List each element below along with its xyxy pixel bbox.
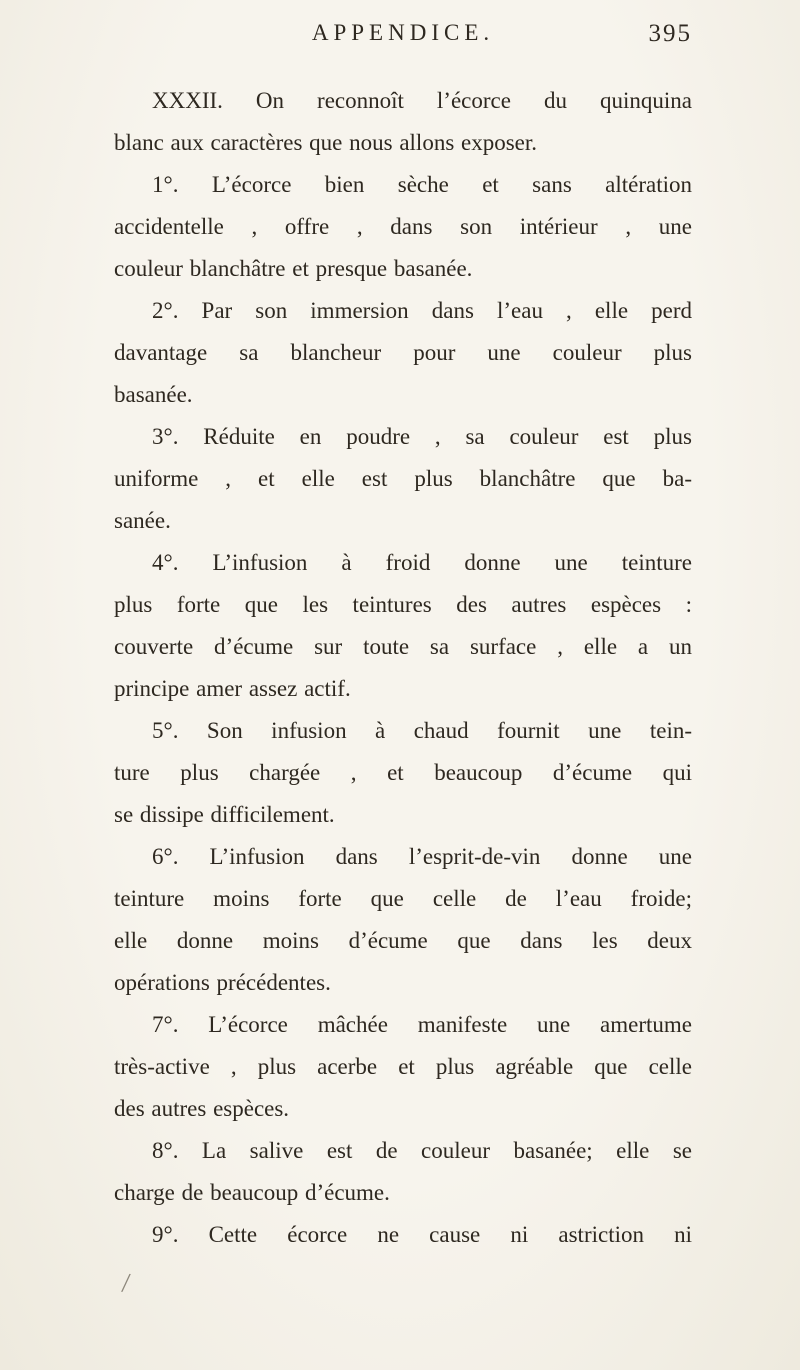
text-line: couleur blanchâtre et presque basanée. (114, 256, 473, 281)
text-line: davantage sa blancheur pour une couleur plus (114, 340, 692, 365)
body-text (114, 80, 692, 1256)
text-line: très-active , plus acerbe et plus agréable que celle (114, 1054, 692, 1079)
text-line: uniforme , et elle est plus blanchâtre que ba- (114, 466, 692, 491)
text-line: 9°. Cette écorce ne cause ni astriction ni (152, 1222, 692, 1247)
text-line: 6°. L’infusion dans l’esprit-de-vin donne une (152, 844, 692, 869)
text-line: 4°. L’infusion à froid donne une teinture (152, 550, 692, 575)
margin-pen-mark: / (120, 1267, 132, 1300)
text-line: 2°. Par son immersion dans l’eau , elle perd (152, 298, 692, 323)
text-line: 7°. L’écorce mâchée manifeste une amertume (152, 1012, 692, 1037)
text-line: opérations précédentes. (114, 970, 331, 995)
text-line: basanée. (114, 382, 193, 407)
page-number: 395 (648, 20, 692, 47)
text-line: principe amer assez actif. (114, 676, 351, 701)
text-line: plus forte que les teintures des autres espèces : (114, 592, 692, 617)
text-line: charge de beaucoup d’écume. (114, 1180, 390, 1205)
text-line: 5°. Son infusion à chaud fournit une tein- (152, 718, 692, 743)
text-line: sanée. (114, 508, 171, 533)
text-line: accidentelle , offre , dans son intérieur , une (114, 214, 692, 239)
text-line: XXXII. On reconnoît l’écorce du quinquina (152, 88, 692, 113)
text-line: elle donne moins d’écume que dans les deux (114, 928, 692, 953)
text-line: se dissipe difficilement. (114, 802, 335, 827)
text-line: 3°. Réduite en poudre , sa couleur est plus (152, 424, 692, 449)
text-line: teinture moins forte que celle de l’eau froide; (114, 886, 692, 911)
running-header-title: APPENDICE. (311, 20, 495, 45)
text-line: blanc aux caractères que nous allons exposer. (114, 130, 538, 155)
text-line: couverte d’écume sur toute sa surface , elle a un (114, 634, 692, 659)
text-line: 8°. La salive est de couleur basanée; elle se (152, 1138, 692, 1163)
page-header (114, 20, 692, 54)
text-line: ture plus chargée , et beaucoup d’écume qui (114, 760, 692, 785)
text-line: 1°. L’écorce bien sèche et sans altération (152, 172, 692, 197)
text-line: des autres espèces. (114, 1096, 290, 1121)
